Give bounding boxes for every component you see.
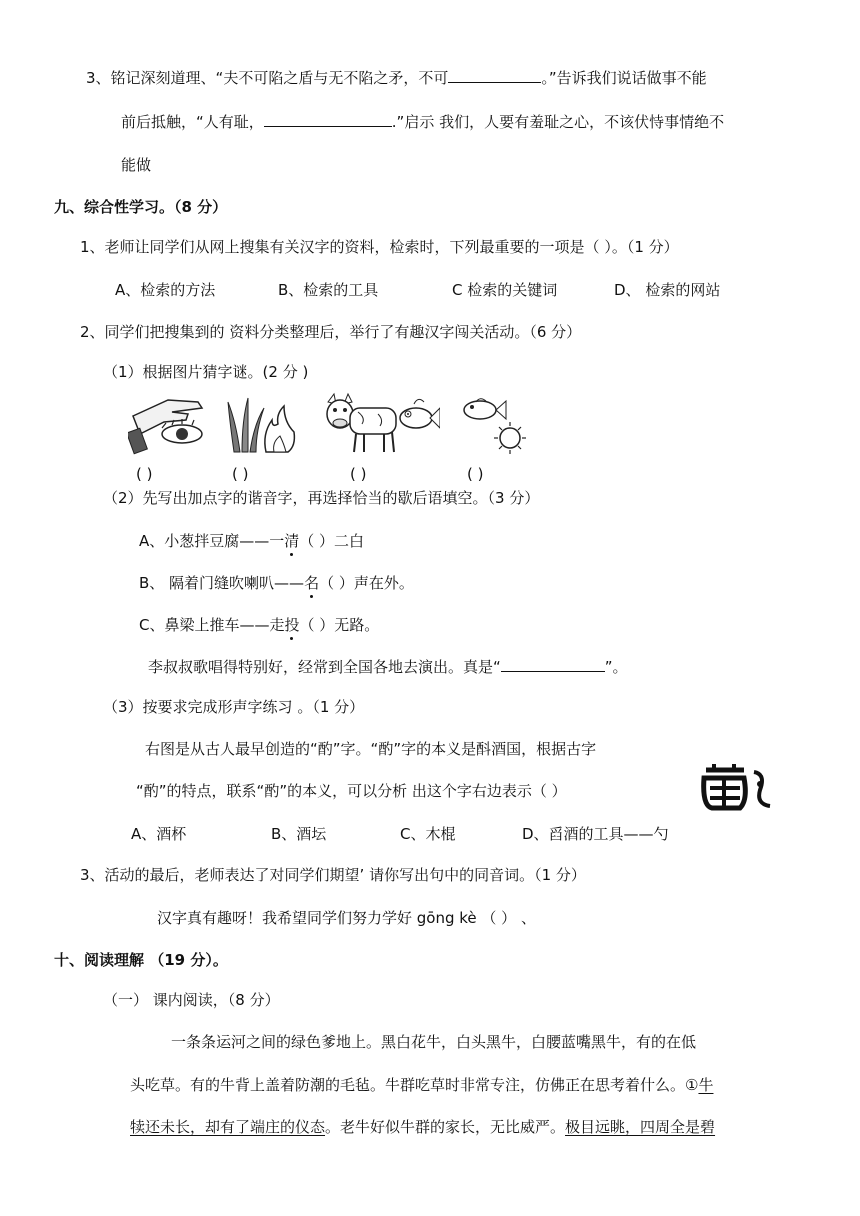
xiehouyu-a-text: A、小葱拌豆腐——一	[139, 532, 285, 550]
xiehouyu-b-text: B、 隔着门缝吹喇叭——	[139, 574, 305, 592]
question-1: 1、老师让同学们从网上搜集有关汉字的资料，检索时，下列最重要的一项是（ ）。（1 分）	[80, 238, 679, 256]
xiehouyu-c	[139, 615, 379, 635]
underlined-text: 犊还未长，却有了端庄的仪态	[130, 1118, 326, 1136]
riddle-answer-1[interactable]: ( )	[136, 465, 153, 483]
item3-line2-b: .”启示 我们，人要有羞耻之心，不该伏恃事情绝不	[391, 113, 725, 131]
xiehouyu-b	[139, 573, 414, 593]
answer-blank[interactable]	[264, 112, 392, 127]
question-3: 3、活动的最后，老师表达了对同学们期望’ 请你写出句中的同音词。（1 分）	[80, 866, 586, 884]
section-9-title: 九、综合性学习。（8 分）	[54, 198, 228, 216]
p3-option-b[interactable]: B、酒坛	[271, 825, 327, 843]
item3-line1	[86, 68, 707, 88]
xiehouyu-a	[139, 531, 364, 551]
xiehouyu-c-text: C、鼻梁上推车——走	[139, 616, 285, 634]
underlined-text: 极目远眺，四周全是碧	[565, 1118, 716, 1136]
p3-option-c[interactable]: C、木棍	[400, 825, 456, 843]
passage-text: 头吃草。有的牛背上盖着防潮的毛毡。牛群吃草时非常专注，仿佛正在思考着什么。①	[130, 1076, 699, 1094]
part-3: （3）按要求完成形声字练习 。（1 分）	[103, 698, 365, 716]
subsection-1: （一） 课内阅读，（8 分）	[103, 991, 280, 1009]
hand-eye-picture	[128, 394, 208, 456]
xiehouyu-b-blank[interactable]: （ ）声在外。	[319, 574, 414, 592]
passage-line-3	[130, 1117, 715, 1137]
section-10-title: 十、阅读理解 （19 分）。	[54, 951, 228, 969]
riddle-answer-4[interactable]: ( )	[467, 465, 484, 483]
passage-line-1: 一条条运河之间的绿色爹地上。黑白花牛，白头黑牛，白腰蓝嘴黑牛，有的在低	[171, 1033, 697, 1051]
underlined-text: 牛	[698, 1076, 714, 1094]
q1-option-d[interactable]: D、 检索的网站	[614, 281, 721, 299]
riddle-answer-2[interactable]: ( )	[232, 465, 249, 483]
part-1: （1）根据图片猜字谜。(2 分 )	[103, 363, 309, 381]
q1-option-c[interactable]: C 检索的关键词	[452, 281, 558, 299]
passage-line-2	[130, 1075, 713, 1095]
xiehouyu-c-blank[interactable]: （ ）无路。	[299, 616, 380, 634]
q1-option-a[interactable]: A、检索的方法	[115, 281, 216, 299]
part-2: （2）先写出加点字的谐音字，再选择恰当的歇后语填空。（3 分）	[103, 489, 540, 507]
cow-fish-picture	[322, 392, 440, 458]
dotted-char: 清	[284, 532, 300, 550]
grass-fire-picture	[226, 394, 298, 456]
part-3-line-2: “酌”的特点，联系“酌”的本义，可以分析 出这个字右边表示（ ）	[136, 782, 567, 800]
question-2: 2、同学们把搜集到的 资料分类整理后，举行了有趣汉字闯关活动。（6 分）	[80, 323, 582, 341]
item3-line2-a: 前后抵触，“人有耻，	[121, 113, 264, 131]
item3-line1-a: 3、铭记深刻道理、“夫不可陷之盾与无不陷之矛，不可	[86, 69, 449, 87]
part-3-line-1: 右图是从古人最早创造的“酌”字。“酌”字的本义是酙酒国，根据古字	[145, 740, 597, 758]
answer-blank[interactable]	[501, 657, 605, 672]
xiehouyu-a-blank[interactable]: （ ）二白	[299, 532, 365, 550]
riddle-answer-3[interactable]: ( )	[350, 465, 367, 483]
fish-sun-picture	[458, 396, 538, 456]
fill-sentence	[148, 657, 628, 677]
p3-option-d[interactable]: D、舀酒的工具——勺	[522, 825, 669, 843]
fill-sentence-text: 李叔叔歌唱得特别好，经常到全国各地去演出。真是“	[148, 658, 501, 676]
question-3-sentence[interactable]: 汉字真有趣呀！我希望同学们努力学好 gōng kè （ ） 、	[157, 909, 536, 927]
p3-option-a[interactable]: A、酒杯	[131, 825, 187, 843]
dotted-char: 投	[284, 616, 300, 634]
fill-sentence-end: ”。	[604, 658, 628, 676]
dotted-char: 名	[304, 574, 320, 592]
q1-option-b[interactable]: B、检索的工具	[278, 281, 379, 299]
item3-line1-b: 。”告诉我们说话做事不能	[541, 69, 707, 87]
answer-blank[interactable]	[448, 68, 541, 83]
item3-line2	[121, 112, 724, 132]
ancient-character-picture	[700, 760, 776, 814]
item3-line3: 能做	[121, 156, 152, 174]
passage-text: 。老牛好似牛群的家长，无比威严。	[325, 1118, 566, 1136]
